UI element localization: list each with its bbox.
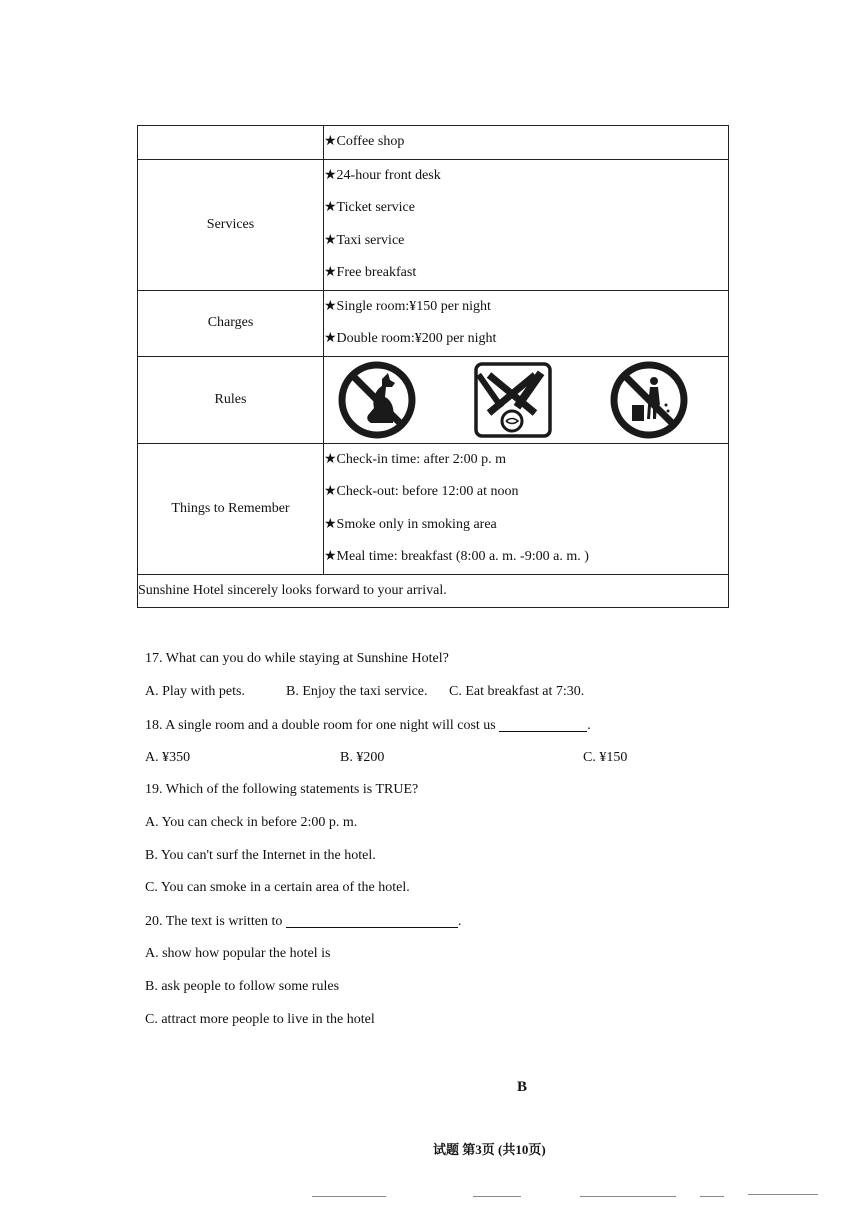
row-services bbox=[138, 159, 729, 290]
scan-artifact-line bbox=[700, 1196, 724, 1197]
charges-label: Charges bbox=[138, 290, 324, 356]
answer-blank bbox=[499, 717, 587, 732]
hotel-info-table bbox=[137, 125, 729, 608]
rules-label: Rules bbox=[138, 356, 324, 443]
scan-artifact-line bbox=[312, 1196, 386, 1197]
list-item: ★Single room:¥150 per night bbox=[324, 298, 491, 314]
table-footer-text: Sunshine Hotel sincerely looks forward to your arrival. bbox=[138, 574, 729, 607]
section-letter: B bbox=[517, 1079, 528, 1095]
period: . bbox=[457, 914, 462, 929]
rules-signs-cell bbox=[324, 356, 729, 443]
list-item: ★Double room:¥200 per night bbox=[324, 331, 497, 346]
services-items-cell bbox=[324, 159, 729, 290]
no-food-icon bbox=[473, 361, 553, 439]
page-footer: 试题 第3页 (共10页) bbox=[433, 1142, 546, 1157]
question-17-option-c: C. Eat breakfast at 7:30. bbox=[449, 684, 585, 699]
list-item: ★Meal time: breakfast (8:00 a. m. -9:00 a. m. ) bbox=[324, 549, 589, 564]
question-19-option-b: B. You can't surf the Internet in the hotel. bbox=[145, 848, 376, 863]
question-19-option-a: A. You can check in before 2:00 p. m. bbox=[145, 815, 358, 830]
question-20-stem: 20. The text is written to bbox=[145, 914, 283, 929]
question-17-stem: 17. What can you do while staying at Sunshine Hotel? bbox=[145, 651, 449, 666]
question-18-option-b: B. ¥200 bbox=[340, 750, 385, 765]
question-18-line bbox=[145, 717, 591, 734]
list-item: ★24-hour front desk bbox=[324, 167, 441, 183]
list-item: ★Smoke only in smoking area bbox=[324, 516, 497, 532]
answer-blank bbox=[286, 913, 458, 928]
question-17-option-a: A. Play with pets. bbox=[145, 684, 245, 699]
list-item: ★Ticket service bbox=[324, 200, 415, 215]
row-charges bbox=[138, 290, 729, 356]
question-19-option-c: C. You can smoke in a certain area of the hotel. bbox=[145, 880, 410, 895]
question-20-line bbox=[145, 913, 461, 930]
list-item: ★Taxi service bbox=[324, 232, 405, 248]
question-19-stem: 19. Which of the following statements is TRUE? bbox=[145, 782, 419, 797]
question-20-option-a: A. show how popular the hotel is bbox=[145, 946, 331, 961]
list-item: ★Coffee shop bbox=[324, 134, 405, 149]
services-label: Services bbox=[138, 159, 324, 290]
row-footer bbox=[138, 574, 729, 607]
row-rules bbox=[138, 356, 729, 443]
coffee-items-cell bbox=[324, 126, 729, 160]
list-item: ★Free breakfast bbox=[324, 265, 417, 280]
remember-label: Things to Remember bbox=[138, 443, 324, 574]
question-18-stem: 18. A single room and a double room for one night will cost us bbox=[145, 718, 496, 733]
question-20-option-b: B. ask people to follow some rules bbox=[145, 979, 340, 994]
question-18-option-c: C. ¥150 bbox=[583, 750, 628, 765]
scan-artifact-line bbox=[473, 1196, 521, 1197]
period: . bbox=[587, 718, 591, 733]
list-item: ★Check-in time: after 2:00 p. m bbox=[324, 451, 507, 467]
list-item: ★Check-out: before 12:00 at noon bbox=[324, 484, 519, 499]
empty-label-cell bbox=[138, 126, 324, 160]
question-17-option-b: B. Enjoy the taxi service. bbox=[286, 684, 428, 699]
charges-items-cell bbox=[324, 290, 729, 356]
scan-artifact-line bbox=[580, 1196, 676, 1197]
question-20-option-c: C. attract more people to live in the hotel bbox=[145, 1012, 375, 1027]
row-things-to-remember bbox=[138, 443, 729, 574]
row-coffee bbox=[138, 126, 729, 160]
scan-artifact-line bbox=[748, 1194, 818, 1195]
no-littering-icon bbox=[608, 359, 690, 441]
remember-items-cell bbox=[324, 443, 729, 574]
question-18-option-a: A. ¥350 bbox=[145, 750, 191, 765]
no-pets-icon bbox=[336, 359, 418, 441]
